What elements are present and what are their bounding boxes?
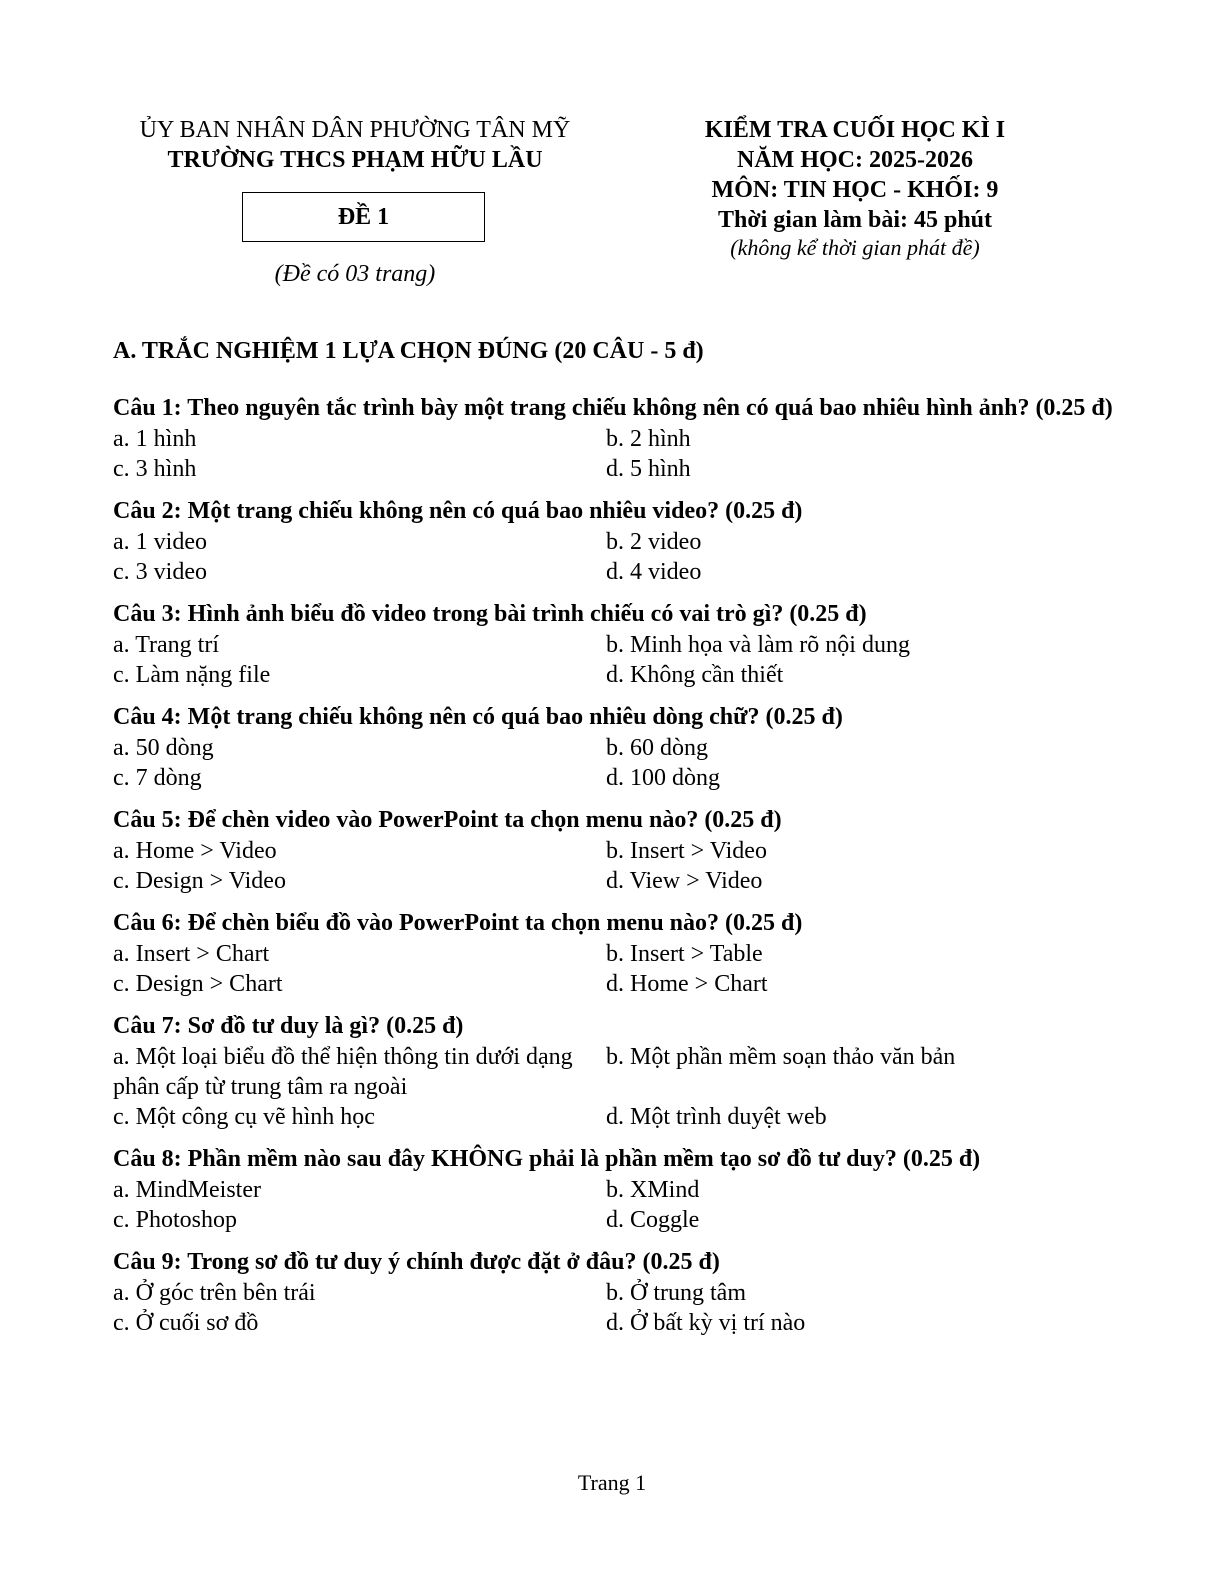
options (113, 733, 1113, 793)
options (113, 424, 1113, 484)
option-d: d. Ở bất kỳ vị trí nào (606, 1310, 806, 1336)
option-b: b. Minh họa và làm rõ nội dung (606, 632, 910, 658)
question-1 (113, 392, 1113, 484)
option-d: d. 4 video (606, 559, 702, 585)
option-d: d. Coggle (606, 1207, 700, 1233)
option-c: c. Design > Video (113, 868, 286, 894)
question-text: Câu 4: Một trang chiếu không nên có quá bao nhiêu dòng chữ? (0.25 đ) (113, 704, 843, 730)
option-b: b. 60 dòng (606, 735, 708, 761)
question-5 (113, 804, 1113, 896)
option-b: b. 2 video (606, 529, 702, 555)
duration: Thời gian làm bài: 45 phút (717, 207, 993, 233)
school-year: NĂM HỌC: 2025-2026 (737, 147, 973, 173)
pages-note: (Đề có 03 trang) (274, 261, 436, 287)
option-a: a. Trang trí (113, 632, 220, 658)
options (113, 836, 1113, 896)
option-d: d. 100 dòng (606, 765, 720, 791)
option-a: a. 1 video (113, 529, 207, 555)
options (113, 1175, 1113, 1235)
option-c: c. 3 hình (113, 456, 197, 482)
option-c: c. Design > Chart (113, 971, 283, 997)
school-name: TRƯỜNG THCS PHẠM HỮU LẦU (167, 147, 543, 173)
question-text: Câu 1: Theo nguyên tắc trình bày một trang chiếu không nên có quá bao nhiêu hình ảnh? (0.25 đ) (113, 395, 1113, 421)
options (113, 1278, 1113, 1338)
option-b: b. Ở trung tâm (606, 1280, 746, 1306)
subject: MÔN: TIN HỌC - KHỐI: 9 (711, 177, 999, 203)
option-b: b. Insert > Table (606, 941, 763, 967)
question-3 (113, 598, 1113, 690)
option-d: d. Không cần thiết (606, 662, 784, 688)
option-b: b. XMind (606, 1177, 700, 1203)
option-a: a. Home > Video (113, 838, 277, 864)
header-left (110, 115, 600, 175)
option-d: d. Một trình duyệt web (606, 1104, 827, 1130)
options (113, 939, 1113, 999)
option-c: c. 7 dòng (113, 765, 202, 791)
option-d: d. Home > Chart (606, 971, 768, 997)
option-b: b. 2 hình (606, 426, 691, 452)
option-a: a. Một loại biểu đồ thể hiện thông tin dưới dạng phân cấp từ trung tâm ra ngoài (113, 1044, 573, 1100)
question-8 (113, 1143, 1113, 1235)
question-text: Câu 2: Một trang chiếu không nên có quá bao nhiêu video? (0.25 đ) (113, 498, 803, 524)
option-a: a. MindMeister (113, 1177, 261, 1203)
question-list (113, 392, 1113, 1349)
option-c: c. Photoshop (113, 1207, 238, 1233)
option-c: c. Ở cuối sơ đồ (113, 1310, 259, 1336)
question-text: Câu 9: Trong sơ đồ tư duy ý chính được đặt ở đâu? (0.25 đ) (113, 1249, 720, 1275)
question-9 (113, 1246, 1113, 1338)
page-number: Trang 1 (577, 1470, 647, 1495)
question-text: Câu 5: Để chèn video vào PowerPoint ta chọn menu nào? (0.25 đ) (113, 807, 782, 833)
header-right (640, 115, 1070, 261)
question-text: Câu 6: Để chèn biểu đồ vào PowerPoint ta chọn menu nào? (0.25 đ) (113, 910, 803, 936)
options (113, 527, 1113, 587)
duration-note: (không kể thời gian phát đề) (730, 235, 980, 260)
option-d: d. 5 hình (606, 456, 691, 482)
option-d: d. View > Video (606, 868, 763, 894)
option-a: a. 1 hình (113, 426, 197, 452)
option-b: b. Một phần mềm soạn thảo văn bản (606, 1044, 956, 1070)
option-c: c. Một công cụ vẽ hình học (113, 1104, 375, 1130)
question-4 (113, 701, 1113, 793)
section-a-title: A. TRẮC NGHIỆM 1 LỰA CHỌN ĐÚNG (20 CÂU - 5 đ) (113, 338, 704, 364)
option-a: a. Ở góc trên bên trái (113, 1280, 316, 1306)
option-c: c. 3 video (113, 559, 207, 585)
question-text: Câu 3: Hình ảnh biểu đồ video trong bài trình chiếu có vai trò gì? (0.25 đ) (113, 601, 867, 627)
option-c: c. Làm nặng file (113, 662, 271, 688)
exam-code: ĐỀ 1 (337, 203, 390, 230)
option-a: a. 50 dòng (113, 735, 214, 761)
option-b: b. Insert > Video (606, 838, 767, 864)
question-text: Câu 7: Sơ đồ tư duy là gì? (0.25 đ) (113, 1013, 464, 1039)
exam-code-box (242, 192, 485, 242)
option-a: a. Insert > Chart (113, 941, 270, 967)
options (113, 1042, 1113, 1132)
options (113, 630, 1113, 690)
committee-name: ỦY BAN NHÂN DÂN PHƯỜNG TÂN MỸ (139, 117, 571, 143)
exam-title: KIỂM TRA CUỐI HỌC KÌ I (704, 117, 1006, 143)
question-6 (113, 907, 1113, 999)
question-text: Câu 8: Phần mềm nào sau đây KHÔNG phải là phần mềm tạo sơ đồ tư duy? (0.25 đ) (113, 1146, 981, 1172)
question-2 (113, 495, 1113, 587)
question-7 (113, 1010, 1113, 1132)
